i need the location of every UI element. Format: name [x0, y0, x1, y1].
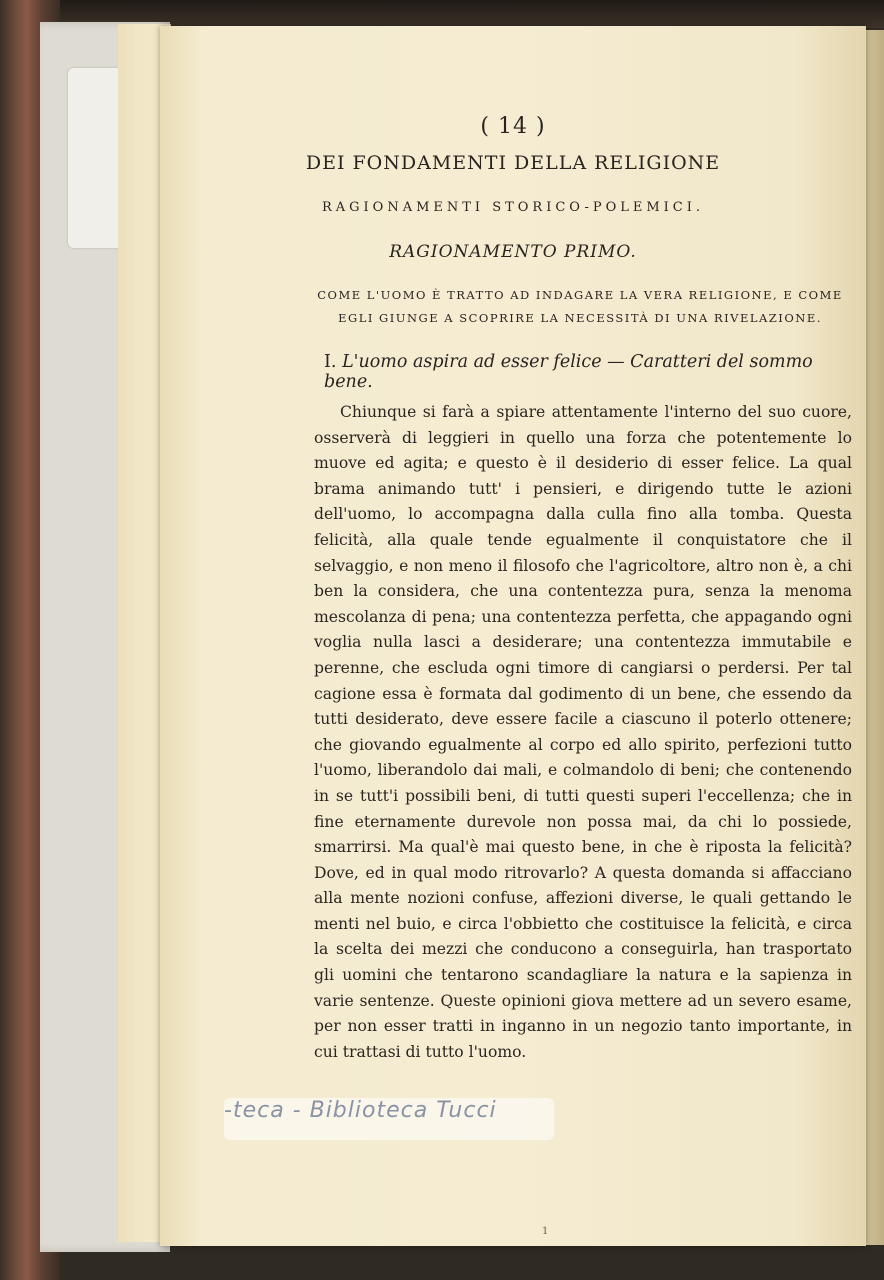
library-stamp: -teca - Biblioteca Tucci	[224, 1098, 554, 1140]
page-subtitle: RAGIONAMENTI STORICO-POLEMICI.	[321, 200, 705, 215]
section-number: I.	[324, 352, 337, 372]
chapter-summary: COME L'UOMO È TRATTO AD INDAGARE LA VERA RELIGIONE, E COME EGLI GIUNGE A SCOPRIRE LA NECESSITÀ DI UNA RIVELAZIONE.	[317, 288, 843, 325]
chapter-heading: RAGIONAMENTO PRIMO.	[389, 242, 637, 262]
book-page	[160, 26, 866, 1246]
page-title: DEI FONDAMENTI DELLA RELIGIONE	[305, 152, 721, 174]
body-paragraph: Chiunque si farà a spiare attentamente l'interno del suo cuore, osserverà di leggieri in quello una forza che potentemente lo muove ed agita; e questo è il desiderio di esser felice. La qual brama animando tutt' i pensieri, e dirigendo tutte le azioni dell'uomo, lo accompagna dalla culla fino alla tomba. Questa felicità, alla quale tende egualmente il conquistatore che il selvaggio, e non meno il filosofo che l'agricoltore, altro non è, a chi ben la considera, che una contentezza pura, senza la menoma mescolanza di pena; una contentezza perfetta, che appagando ogni voglia nulla lasci a desiderare; una contentezza immutabile e perenne, che escluda ogni timore di cangiarsi o perdersi. Per tal cagione essa è formata dal godimento di un bene, che essendo da tutti desiderato, deve essere facile a ciascuno il poterlo ottenere; che giovando egualmente al corpo ed allo spirito, perfezioni tutto l'uomo, liberandolo dai mali, e colmandolo di beni; che contenendo in se tutt'i possibili beni, di tutti questi superi l'eccellenza; che in fine eternamente durevole non possa mai, da chi lo possiede, smarrirsi. Ma qual'è mai questo bene, in che è riposta la felicità? Dove, ed in qual modo ritrovarlo? A questa domanda si affacciano alla mente nozioni confuse, affezioni diverse, le quali gettando le menti nel buio, e circa l'obbietto che costituisce la felicità, e circa la scelta dei mezzi che conducono a conseguirla, han trasportato gli uomini che tentarono scandagliare la natura e la sapienza in varie sentenze. Queste opinioni giova mettere ad un severo esame, per non esser tratti in inganno in un negozio tanto importante, in cui trattasi di tutto l'uomo.	[314, 403, 852, 1061]
page-number: ( 14 )	[480, 114, 546, 139]
section-heading	[324, 352, 844, 392]
signature-mark: 1	[542, 1226, 549, 1237]
section-title: L'uomo aspira ad esser felice — Caratteri del sommo bene.	[324, 352, 813, 392]
